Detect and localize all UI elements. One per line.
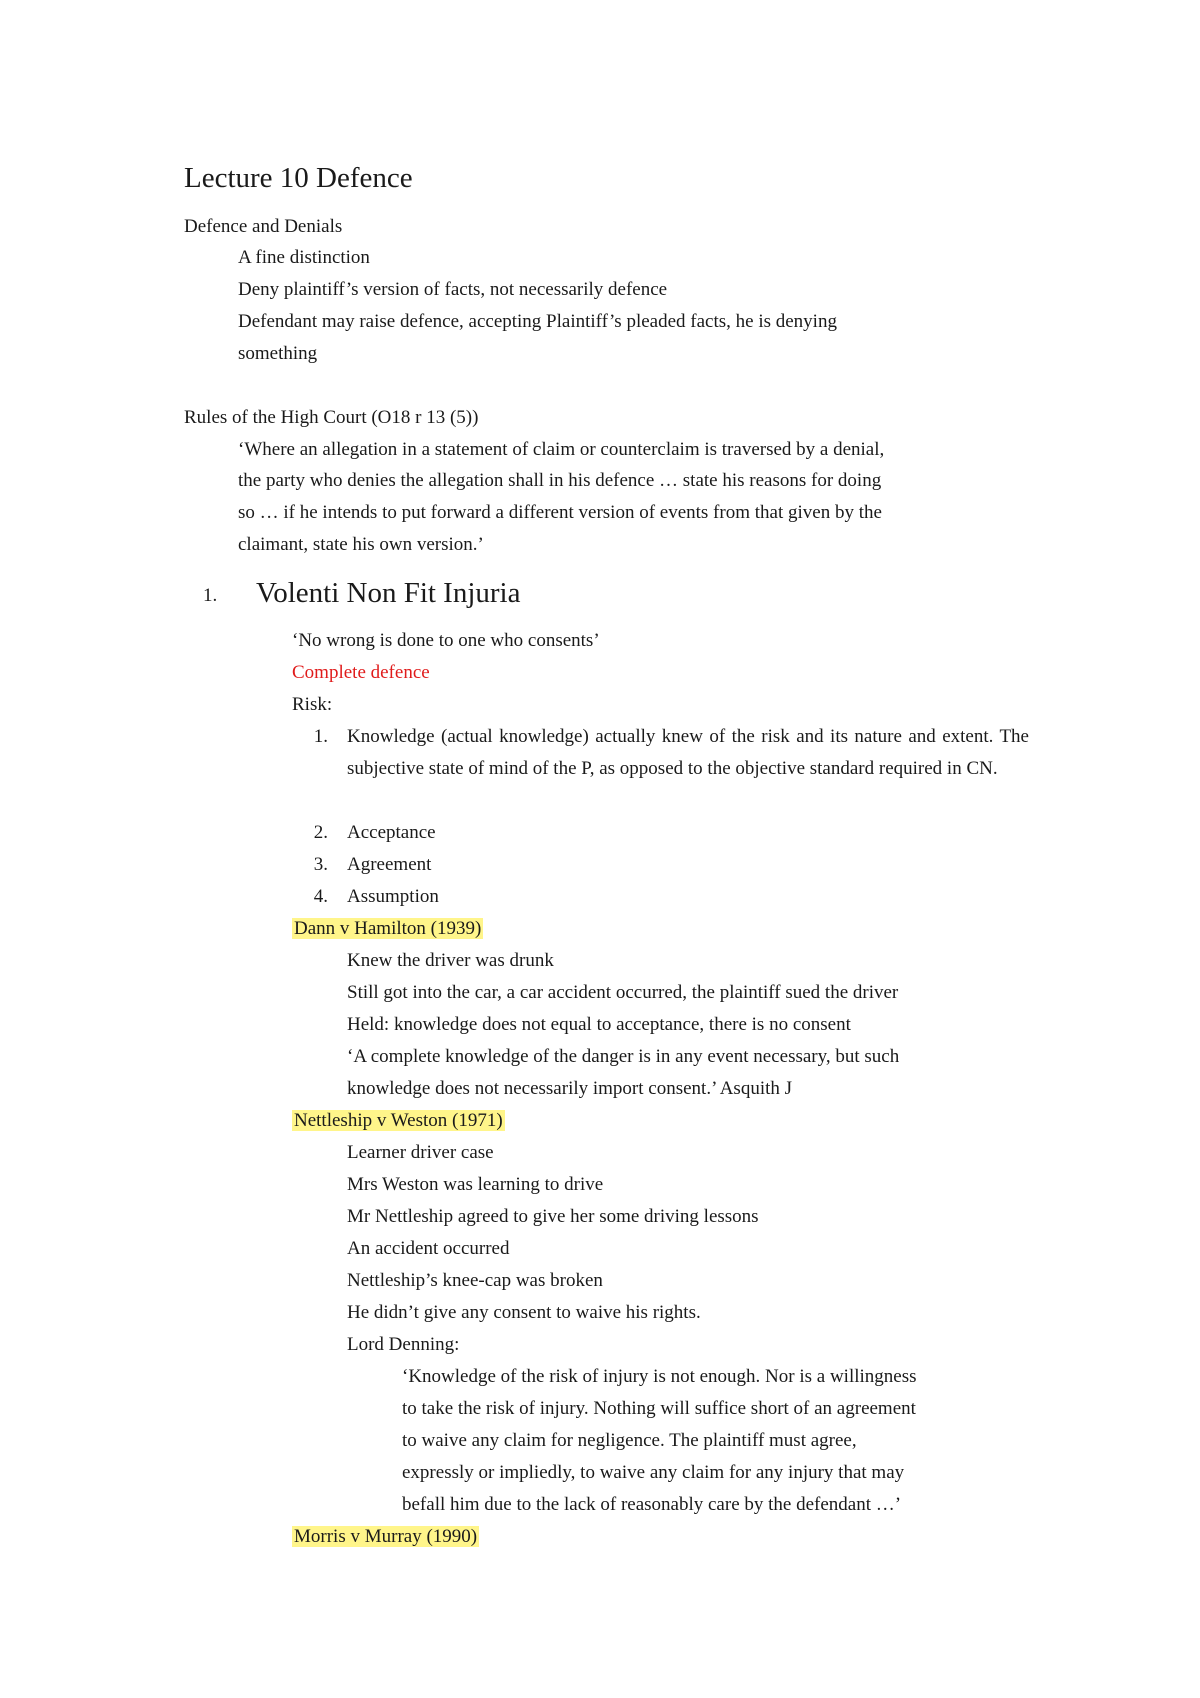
risk-label: Risk: [292, 694, 333, 715]
denning-quote-line: expressly or impliedly, to waive any claim for any injury that may [402, 1462, 905, 1483]
case-heading-nettleship [292, 1109, 505, 1133]
case-line: Mrs Weston was learning to drive [347, 1174, 604, 1195]
denning-quote-line: ‘Knowledge of the risk of injury is not enough. Nor is a willingness [402, 1366, 917, 1387]
case-name-highlight: Dann v Hamilton (1939) [294, 918, 482, 939]
case-line: Still got into the car, a car accident occurred, the plaintiff sued the driver [347, 982, 899, 1003]
case-name-highlight: Nettleship v Weston (1971) [294, 1110, 503, 1131]
defence-denials-line: something [238, 343, 318, 364]
case-line: Lord Denning: [347, 1334, 460, 1355]
defence-denials-line: Deny plaintiff’s version of facts, not necessarily defence [238, 279, 668, 300]
denning-quote-line: to take the risk of injury. Nothing will suffice short of an agreement [402, 1398, 916, 1419]
rules-quote-line: so … if he intends to put forward a different version of events from that given by the [238, 502, 882, 523]
denning-quote-line: to waive any claim for negligence. The plaintiff must agree, [402, 1430, 857, 1451]
page-title: Lecture 10 Defence [184, 162, 413, 194]
case-line: Knew the driver was drunk [347, 950, 554, 971]
list-number: 2. [313, 822, 328, 843]
section-number: 1. [203, 585, 218, 606]
denning-quote-line: befall him due to the lack of reasonably care by the defendant …’ [402, 1494, 902, 1515]
rules-quote-line: the party who denies the allegation shall in his defence … state his reasons for doing [238, 470, 882, 491]
case-line: Held: knowledge does not equal to acceptance, there is no consent [347, 1014, 851, 1035]
case-name-highlight: Morris v Murray (1990) [294, 1526, 478, 1547]
list-number: 3. [313, 854, 328, 875]
list-number: 1. [313, 726, 328, 747]
list-number: 4. [313, 886, 328, 907]
maxim: ‘No wrong is done to one who consents’ [292, 630, 600, 651]
rules-heading: Rules of the High Court (O18 r 13 (5)) [184, 407, 479, 428]
case-line: ‘A complete knowledge of the danger is in any event necessary, but such [347, 1046, 900, 1067]
list-item-knowledge: Knowledge (actual knowledge) actually knew of the risk and its nature and extent. The subjective state of mind of the P, as opposed to the objective standard required in CN. [347, 726, 1029, 779]
list-item-acceptance: Acceptance [347, 822, 436, 843]
complete-defence-label: Complete defence [292, 662, 430, 683]
list-item-agreement: Agreement [347, 854, 432, 875]
defence-denials-line: Defendant may raise defence, accepting Plaintiff’s pleaded facts, he is denying [238, 311, 837, 332]
rules-quote-line: claimant, state his own version.’ [238, 534, 484, 555]
defence-denials-line: A fine distinction [238, 247, 370, 268]
case-line: Nettleship’s knee-cap was broken [347, 1270, 603, 1291]
rules-quote-line: ‘Where an allegation in a statement of claim or counterclaim is traversed by a denial, [238, 439, 885, 460]
case-line: He didn’t give any consent to waive his rights. [347, 1302, 701, 1323]
case-line: An accident occurred [347, 1238, 510, 1259]
list-item-assumption: Assumption [347, 886, 439, 907]
case-line: Learner driver case [347, 1142, 494, 1163]
case-line: knowledge does not necessarily import consent.’ Asquith J [347, 1078, 793, 1099]
section-heading: Volenti Non Fit Injuria [256, 577, 521, 609]
case-line: Mr Nettleship agreed to give her some driving lessons [347, 1206, 759, 1227]
defence-denials-heading: Defence and Denials [184, 216, 343, 237]
case-heading-dann [292, 917, 483, 941]
case-heading-morris [292, 1525, 479, 1549]
